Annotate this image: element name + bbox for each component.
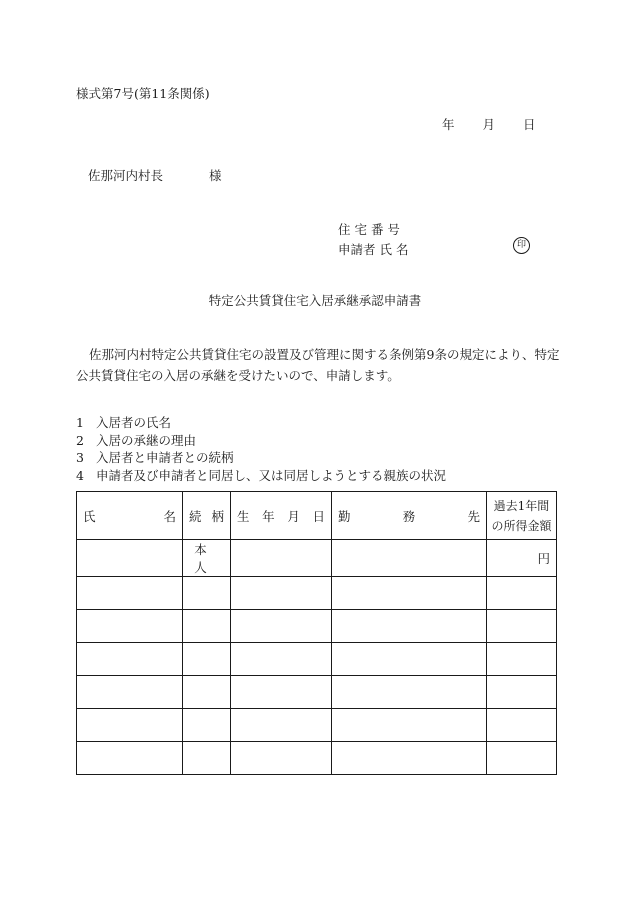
cell-income[interactable] (487, 610, 557, 643)
cell-name[interactable] (77, 540, 183, 577)
cell-workplace[interactable] (332, 577, 487, 610)
header-relation: 続 柄 (183, 492, 231, 540)
applicant-name-line (338, 240, 420, 260)
cell-birthdate[interactable] (231, 643, 332, 676)
table-row (77, 643, 557, 676)
cell-birthdate[interactable] (231, 709, 332, 742)
housing-number-line (338, 220, 420, 240)
cell-relation: 本人 (183, 540, 231, 577)
table-row (77, 577, 557, 610)
list-item: 3 入居者と申請者との続柄 (76, 450, 234, 465)
addressee-name: 佐那河内村長 (88, 168, 164, 183)
table-row (77, 610, 557, 643)
cell-birthdate[interactable] (231, 540, 332, 577)
applicant-name-label: 申請者 氏 名 (338, 242, 409, 257)
cell-income[interactable]: 円 (487, 540, 557, 577)
header-workplace: 勤 務 先 (332, 492, 487, 540)
body-text: 佐那河内村特定公共賃貸住宅の設置及び管理に関する条例第9条の規定により、特定公共賃貸住宅の入居の承継を受けたいので、申請します。 (76, 347, 560, 383)
list-item: 2 入居の承継の理由 (76, 432, 197, 448)
cell-birthdate[interactable] (231, 577, 332, 610)
table-header-row (77, 492, 557, 540)
header-name: 氏 名 (77, 492, 183, 540)
cell-relation[interactable] (183, 610, 231, 643)
cell-workplace[interactable] (332, 742, 487, 775)
document-title: 特定公共賃貸住宅入居承継承認申請書 (208, 293, 422, 308)
seal-icon: 印 (513, 237, 530, 254)
addressee-honorific: 様 (209, 168, 222, 183)
cell-relation[interactable] (183, 577, 231, 610)
applicant-block (338, 220, 420, 260)
list-item: 1 入居者の氏名 (76, 415, 172, 430)
form-number: 様式第7号(第11条関係) (76, 86, 210, 101)
cell-relation[interactable] (183, 742, 231, 775)
cell-name[interactable] (77, 676, 183, 709)
cell-income[interactable] (487, 709, 557, 742)
cell-workplace[interactable] (332, 709, 487, 742)
cell-birthdate[interactable] (231, 610, 332, 643)
cell-income[interactable] (487, 643, 557, 676)
cell-income[interactable] (487, 742, 557, 775)
cell-name[interactable] (77, 610, 183, 643)
cell-name[interactable] (77, 709, 183, 742)
date-year: 年 (442, 117, 455, 132)
housing-number-label: 住 宅 番 号 (338, 222, 400, 237)
cell-birthdate[interactable] (231, 742, 332, 775)
cell-relation[interactable] (183, 643, 231, 676)
cell-workplace[interactable] (332, 610, 487, 643)
date-day: 日 (523, 117, 536, 132)
items-list (76, 414, 446, 484)
header-income: 過去1年間 の所得金額 (487, 492, 557, 540)
cell-workplace[interactable] (332, 540, 487, 577)
cell-birthdate[interactable] (231, 676, 332, 709)
cell-name[interactable] (77, 577, 183, 610)
cell-income[interactable] (487, 577, 557, 610)
cell-relation[interactable] (183, 676, 231, 709)
list-item: 4 申請者及び申請者と同居し、又は同居しようとする親族の状況 (76, 467, 447, 483)
header-birthdate: 生 年 月 日 (231, 492, 332, 540)
addressee (88, 166, 222, 184)
cell-income[interactable] (487, 676, 557, 709)
table-row (77, 709, 557, 742)
cell-name[interactable] (77, 742, 183, 775)
cell-name[interactable] (77, 643, 183, 676)
cell-workplace[interactable] (332, 676, 487, 709)
family-table (76, 491, 557, 775)
table-row (77, 540, 557, 577)
cell-relation[interactable] (183, 709, 231, 742)
table-row (77, 676, 557, 709)
date-month: 月 (482, 117, 496, 132)
table-row (77, 742, 557, 775)
date-line (442, 115, 536, 133)
cell-workplace[interactable] (332, 643, 487, 676)
